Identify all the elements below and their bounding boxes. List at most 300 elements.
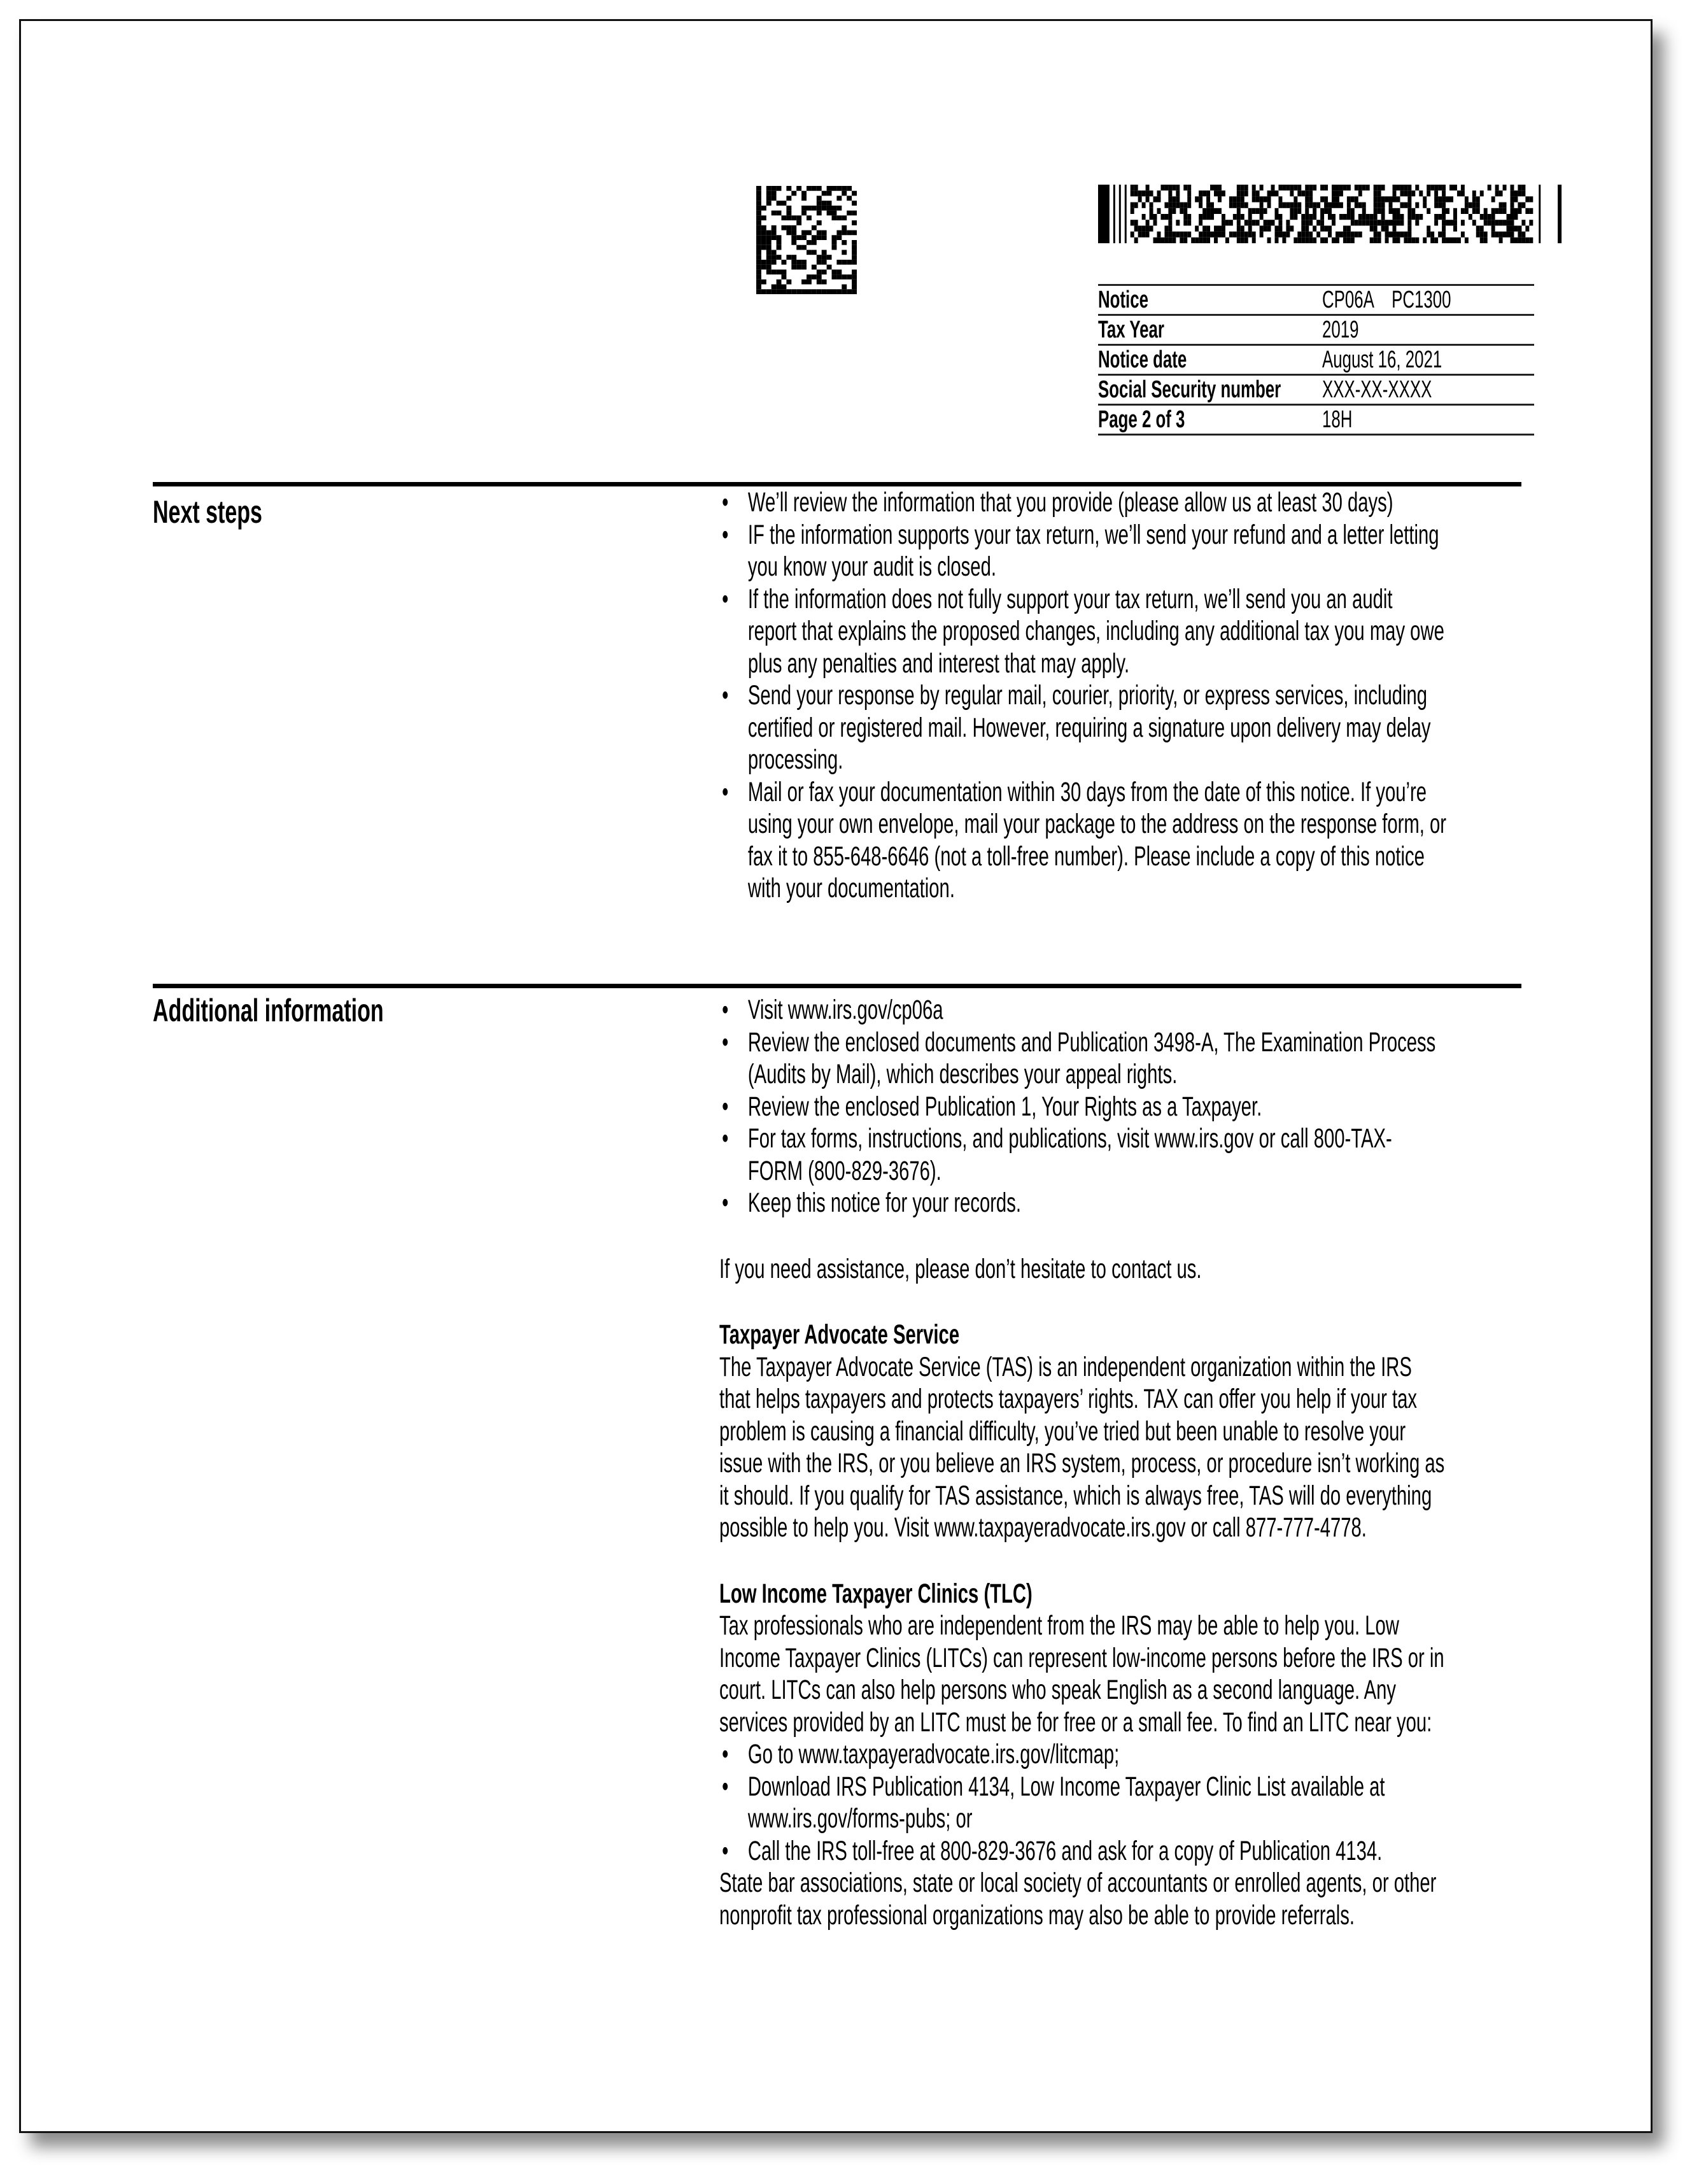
barcode-module (1241, 190, 1244, 196)
barcode-module (756, 191, 761, 196)
barcode-module (1430, 232, 1434, 238)
barcode-module (807, 186, 812, 191)
barcode-module (777, 235, 782, 240)
barcode-module (1320, 225, 1324, 231)
barcode-module (782, 289, 787, 294)
barcode-module (852, 269, 857, 274)
barcode-module (1233, 232, 1237, 238)
barcode-module (1313, 202, 1316, 208)
barcode-module (817, 211, 822, 216)
barcode-module (852, 191, 857, 196)
barcode-module (827, 255, 832, 260)
barcode-module (832, 186, 837, 191)
barcode-module (1374, 196, 1378, 202)
barcode-module (1347, 202, 1351, 208)
barcode-module (1514, 238, 1518, 243)
barcode-module (1150, 190, 1153, 196)
barcode-module (1157, 238, 1161, 243)
barcode-module (766, 240, 772, 245)
barcode-module (1237, 232, 1241, 238)
barcode-module (1146, 220, 1150, 225)
barcode-module (791, 255, 796, 260)
barcode-module (1222, 232, 1225, 238)
barcode-module (1347, 185, 1351, 190)
barcode-module (1351, 238, 1355, 243)
barcode-module (817, 220, 822, 225)
barcode-module (852, 289, 857, 294)
barcode-module (766, 186, 772, 191)
barcode-module (1389, 220, 1393, 225)
barcode-module (1229, 196, 1233, 202)
barcode-module (1183, 220, 1187, 225)
barcode-module (1446, 220, 1449, 225)
tlc-footer: State bar associations, state or local society of accountants or enrolled agents, or other nonprofit tax professional organizations may also be able to provide referrals. (719, 1868, 1437, 1931)
barcode-module (796, 245, 801, 250)
barcode-module (1355, 202, 1358, 208)
barcode-module (1374, 202, 1378, 208)
barcode-module (1393, 185, 1397, 190)
barcode-module (1343, 238, 1347, 243)
barcode-module (782, 274, 787, 280)
barcode-module (1267, 190, 1271, 196)
barcode-module (1131, 220, 1134, 225)
barcode-module (1153, 238, 1157, 243)
barcode-module (1142, 190, 1146, 196)
barcode-module (1484, 208, 1488, 214)
barcode-module (772, 235, 777, 240)
barcode-module (1518, 202, 1521, 208)
barcode-module (772, 260, 777, 265)
barcode-module (782, 285, 787, 290)
barcode-module (1347, 232, 1351, 238)
barcode-module (1199, 196, 1202, 202)
notice-label: Notice (1098, 287, 1148, 313)
barcode-module (1244, 232, 1248, 238)
barcode-module (1442, 196, 1446, 202)
barcode-module (812, 289, 817, 294)
barcode-module (1332, 190, 1336, 196)
barcode-module (777, 186, 782, 191)
barcode-module (1442, 185, 1446, 190)
barcode-module (817, 269, 822, 274)
barcode-module (1529, 238, 1533, 243)
barcode-module (756, 260, 761, 265)
barcode-module (786, 195, 791, 201)
barcode-module (1282, 202, 1286, 208)
barcode-module (832, 215, 837, 220)
barcode-module (1491, 220, 1495, 225)
barcode-module (1138, 190, 1142, 196)
barcode-module (1423, 202, 1427, 208)
barcode-module (1393, 208, 1397, 214)
barcode-module (1294, 238, 1297, 243)
barcode-module (1237, 225, 1241, 231)
barcode-module (1336, 202, 1339, 208)
barcode-module (1256, 220, 1260, 225)
barcode-module (756, 230, 761, 236)
barcode-module (1142, 225, 1146, 231)
barcode-module (761, 289, 766, 294)
barcode-module (1472, 220, 1476, 225)
barcode-module (1290, 225, 1294, 231)
barcode-module (1146, 232, 1150, 238)
barcode-module (1252, 232, 1256, 238)
barcode-module (1294, 185, 1297, 190)
page-value: 18H (1322, 406, 1353, 433)
barcode-module (1324, 225, 1328, 231)
barcode-module (1206, 190, 1210, 196)
barcode-module (1476, 225, 1480, 231)
barcode-module (1423, 196, 1427, 202)
barcode-module (766, 245, 772, 250)
barcode-module (1362, 202, 1366, 208)
barcode-module (852, 201, 857, 206)
barcode-module (842, 225, 847, 230)
barcode-module (1134, 220, 1138, 225)
barcode-module (1210, 185, 1214, 190)
barcode-module (1180, 202, 1183, 208)
barcode-module (1514, 196, 1518, 202)
barcode-module (1358, 185, 1362, 190)
barcode-module (1407, 238, 1411, 243)
barcode-module (1138, 196, 1142, 202)
barcode-module (1514, 225, 1518, 231)
barcode-module (1434, 185, 1438, 190)
barcode-module (1176, 202, 1180, 208)
barcode-module (1294, 214, 1297, 220)
barcode-module (1499, 208, 1503, 214)
barcode-module (1411, 190, 1415, 196)
barcode-module (1199, 202, 1202, 208)
barcode-module (1430, 185, 1434, 190)
barcode-module (842, 230, 847, 236)
barcode-module (766, 195, 772, 201)
barcode-module (772, 255, 777, 260)
barcode-module (1332, 238, 1336, 243)
barcode-module (1332, 196, 1336, 202)
barcode-module (1168, 220, 1172, 225)
barcode-module (1301, 225, 1305, 231)
next-steps-list (719, 486, 1542, 905)
barcode-module (1214, 208, 1218, 214)
barcode-module (1378, 190, 1381, 196)
barcode-module (1244, 185, 1248, 190)
barcode-module (1332, 185, 1336, 190)
barcode-module (1366, 220, 1370, 225)
barcode-module (1362, 208, 1366, 214)
barcode-module (1495, 220, 1499, 225)
barcode-module (801, 260, 807, 265)
barcode-module (791, 265, 796, 270)
barcode-module (1176, 232, 1180, 238)
barcode-module (1313, 185, 1316, 190)
barcode-module (817, 289, 822, 294)
notice-date-label: Notice date (1098, 346, 1187, 373)
barcode-module (1168, 214, 1172, 220)
barcode-module (832, 211, 837, 216)
barcode-module (801, 206, 807, 211)
barcode-module (1328, 202, 1332, 208)
barcode-module (1150, 214, 1153, 220)
barcode-module (1336, 185, 1339, 190)
barcode-module (1248, 232, 1252, 238)
barcode-module (1511, 238, 1514, 243)
barcode-module (1324, 208, 1328, 214)
barcode-module (761, 235, 766, 240)
barcode-module (1400, 220, 1404, 225)
barcode-module (1168, 196, 1172, 202)
barcode-module (852, 211, 857, 216)
barcode-module (1393, 214, 1397, 220)
barcode-module (756, 206, 761, 211)
barcode-module (1324, 196, 1328, 202)
barcode-module (1343, 225, 1347, 231)
barcode-module (1267, 238, 1271, 243)
barcode-module (1168, 238, 1172, 243)
barcode-module (1290, 202, 1294, 208)
barcode-module (1465, 238, 1469, 243)
barcode-module (836, 206, 842, 211)
barcode-module (1324, 202, 1328, 208)
barcode-module (1518, 185, 1521, 190)
barcode-module (1180, 232, 1183, 238)
barcode-module (1518, 208, 1521, 214)
barcode-module (1385, 238, 1389, 243)
barcode-module (817, 206, 822, 211)
barcode-module (1316, 202, 1320, 208)
barcode-module (1256, 208, 1260, 214)
barcode-module (1157, 208, 1161, 214)
barcode-module (1465, 208, 1469, 214)
barcode-module (1438, 185, 1442, 190)
barcode-module (786, 211, 791, 216)
barcode-module (1301, 238, 1305, 243)
barcode-module (1164, 185, 1168, 190)
barcode-module (1309, 232, 1313, 238)
barcode-module (1396, 196, 1400, 202)
barcode-module (1153, 196, 1157, 202)
list-item: • Call the IRS toll-free at 800-829-3676 and ask for a copy of Publication 4134. (719, 1835, 1542, 1868)
list-item: • Download IRS Publication 4134, Low Income Taxpayer Clinic List available at www.irs.gov/forms-pubs; or (719, 1771, 1542, 1835)
barcode-module (1316, 232, 1320, 238)
barcode-module (1164, 232, 1168, 238)
barcode-module (1160, 238, 1164, 243)
assistance-text: If you need assistance, please don’t hesitate to contact us. (719, 1253, 1202, 1284)
list-item: • If the information does not fully support your tax return, we’ll send you an audit report that explains the proposed changes, including any additional tax you may owe plus any penalties and interest that may apply. (719, 583, 1542, 680)
barcode-module (1218, 232, 1222, 238)
barcode-module (1430, 238, 1434, 243)
barcode-module (1358, 220, 1362, 225)
barcode-module (1378, 202, 1381, 208)
barcode-module (822, 230, 827, 236)
barcode-module (1503, 185, 1507, 190)
barcode-module (1488, 220, 1491, 225)
barcode-module (1476, 202, 1480, 208)
barcode-module (1393, 196, 1397, 202)
barcode-module (1442, 190, 1446, 196)
barcode-module (1407, 185, 1411, 190)
barcode-module (1309, 238, 1313, 243)
barcode-module (1260, 202, 1264, 208)
barcode-module (1442, 225, 1446, 231)
barcode-module (1511, 185, 1514, 190)
barcode-module (1282, 232, 1286, 238)
section-divider (153, 482, 1521, 486)
list-item: • Review the enclosed documents and Publication 3498-A, The Examination Process (Audits by Mail), which describes your appeal rights. (719, 1026, 1542, 1091)
tas-body: The Taxpayer Advocate Service (TAS) is an independent organization within the IRS that helps taxpayers and protects taxpayers’ rights. TAX can offer you help if your tax problem is causing a financial difficulty, you’ve tried but been unable to resolve your issue with the IRS, or you believe an IRS system, process, or procedure isn’t working as it should. If you qualify for TAS assistance, which is always free, TAS will do everything possible to help you. Visit www.taxpayeradvocate.irs.gov or call 877-777-4778. (719, 1351, 1445, 1543)
barcode-module (1396, 238, 1400, 243)
barcode-module (1176, 196, 1180, 202)
barcode-module (822, 260, 827, 265)
barcode-module (822, 206, 827, 211)
barcode-module (766, 255, 772, 260)
barcode-module (1260, 232, 1264, 238)
barcode-module (1320, 238, 1324, 243)
barcode-module (1324, 185, 1328, 190)
barcode-module (1160, 185, 1164, 190)
barcode-module (1407, 196, 1411, 202)
barcode-module (836, 215, 842, 220)
barcode-module (766, 250, 772, 255)
barcode-module (1434, 202, 1438, 208)
barcode-module (1518, 225, 1521, 231)
barcode-module (1168, 185, 1172, 190)
barcode-module (1381, 202, 1385, 208)
ssn-label: Social Security number (1098, 376, 1281, 403)
barcode-module (1214, 185, 1218, 190)
barcode-module (1290, 214, 1294, 220)
barcode-module (761, 230, 766, 236)
barcode-module (761, 225, 766, 230)
barcode-module (1511, 196, 1514, 202)
barcode-module (1434, 190, 1438, 196)
barcode-module (1275, 208, 1279, 214)
barcode-module (782, 215, 787, 220)
barcode-module (1449, 220, 1453, 225)
barcode-module (1469, 214, 1472, 220)
list-item: • Mail or fax your documentation within 30 days from the date of this notice. If you’re using your own envelope, mail your package to the address on the response form, or fax it to 855-648-6646 (not a toll-free number). Please include a copy of this notice with your documentation. (719, 776, 1542, 905)
barcode-module (1199, 190, 1202, 196)
barcode-module (1278, 232, 1282, 238)
barcode-module (1480, 225, 1484, 231)
barcode-module (1457, 190, 1461, 196)
barcode-module (1206, 202, 1210, 208)
barcode-module (1187, 185, 1191, 190)
barcode-module (832, 269, 837, 274)
barcode-module (801, 265, 807, 270)
barcode-module (1351, 196, 1355, 202)
barcode-module (1301, 190, 1305, 196)
barcode-module (1187, 202, 1191, 208)
barcode-module (761, 240, 766, 245)
barcode-module (807, 206, 812, 211)
barcode-module (1511, 225, 1514, 231)
barcode-module (1434, 220, 1438, 225)
barcode-module (777, 280, 782, 285)
barcode-module (807, 289, 812, 294)
barcode-module (1218, 190, 1222, 196)
barcode-module (836, 289, 842, 294)
barcode-module (807, 215, 812, 220)
barcode-module (1286, 225, 1290, 231)
barcode-module (1362, 214, 1366, 220)
barcode-module (1518, 238, 1521, 243)
barcode-module (1514, 214, 1518, 220)
barcode-module (1305, 225, 1309, 231)
barcode-module (1385, 225, 1389, 231)
barcode-module (1378, 208, 1381, 214)
barcode-module (1222, 190, 1225, 196)
barcode-module (1301, 214, 1305, 220)
barcode-module (1518, 190, 1521, 196)
barcode-module (1442, 232, 1446, 238)
barcode-module (1351, 214, 1355, 220)
barcode-module (852, 280, 857, 285)
barcode-module (1271, 220, 1275, 225)
barcode-module (1374, 185, 1378, 190)
barcode-module (1264, 225, 1267, 231)
barcode-module (1195, 196, 1199, 202)
barcode-module (1385, 196, 1389, 202)
barcode-module (1511, 202, 1514, 208)
barcode-module (1252, 196, 1256, 202)
barcode-module (1290, 190, 1294, 196)
barcode-module (1453, 185, 1457, 190)
barcode-module (756, 289, 761, 294)
barcode-module (1237, 185, 1241, 190)
list-item: • For tax forms, instructions, and publications, visit www.irs.gov or call 800-TAX- FORM (800-829-3676). (719, 1123, 1542, 1187)
barcode-module (1499, 220, 1503, 225)
next-steps-heading: Next steps (153, 494, 262, 530)
barcode-module (1446, 238, 1449, 243)
barcode-module (812, 235, 817, 240)
barcode-module (772, 285, 777, 290)
barcode-module (1301, 232, 1305, 238)
barcode-module (1164, 214, 1168, 220)
barcode-module (1499, 190, 1503, 196)
barcode-module (1206, 238, 1210, 243)
barcode-module (1241, 238, 1244, 243)
notice-date-value: August 16, 2021 (1322, 346, 1442, 373)
page-row (1098, 404, 1534, 436)
barcode-module (1328, 232, 1332, 238)
barcode-module (756, 220, 761, 225)
barcode-module (1267, 202, 1271, 208)
barcode-module (1172, 202, 1176, 208)
barcode-module (1396, 208, 1400, 214)
barcode-module (1400, 185, 1404, 190)
barcode-module (1237, 202, 1241, 208)
barcode-module (1491, 225, 1495, 231)
barcode-module (796, 220, 801, 225)
barcode-module (1157, 196, 1161, 202)
ssn-row (1098, 374, 1534, 404)
tax-year-label: Tax Year (1098, 316, 1164, 343)
barcode-module (1252, 208, 1256, 214)
barcode-module (1229, 202, 1233, 208)
barcode-module (1374, 225, 1378, 231)
barcode-module (782, 260, 787, 265)
barcode-module (1438, 196, 1442, 202)
barcode-module (772, 191, 777, 196)
barcode-module (1164, 238, 1168, 243)
barcode-module (1168, 202, 1172, 208)
barcode-module (1320, 185, 1324, 190)
barcode-module (1305, 214, 1309, 220)
barcode-module (1491, 214, 1495, 220)
barcode-module (1202, 225, 1206, 231)
barcode-module (852, 274, 857, 280)
